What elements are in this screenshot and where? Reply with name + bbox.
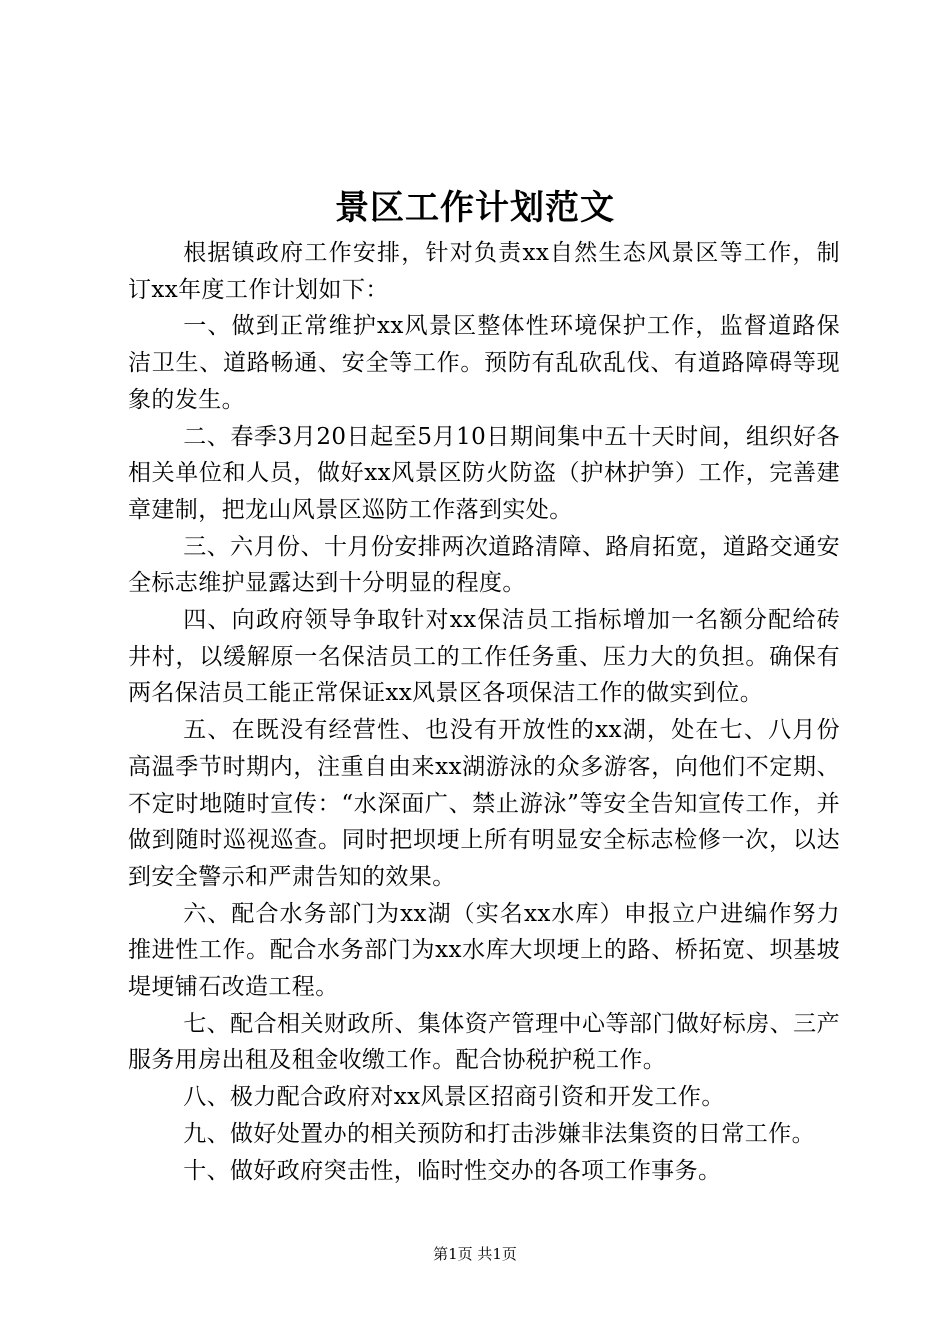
- paragraph-item-9: 九、做好处置办的相关预防和打击涉嫌非法集资的日常工作。: [183, 1120, 815, 1147]
- paragraph-item-4: 四、向政府领导争取针对xx保洁员工指标增加一名额分配给砖井村，以缓解原一名保洁员工的工作任务重、压力大的负担。确保有两名保洁员工能正常保证xx风景区各项保洁工作的做实到位。: [128, 607, 840, 707]
- paragraph-item-5: 五、在既没有经营性、也没有开放性的xx湖，处在七、八月份高温季节时期内，注重自由来xx湖游泳的众多游客，向他们不定期、不定时地随时宣传：“水深面广、禁止游泳”等安全告知宣传工作，并做到随时巡视巡查。同时把坝埂上所有明显安全标志检修一次，以达到安全警示和严肃告知的效果。: [128, 717, 840, 890]
- paragraph-item-6: 六、配合水务部门为xx湖（实名xx水库）申报立户进编作努力推进性工作。配合水务部门为xx水库大坝埂上的路、桥拓宽、坝基坡堤埂铺石改造工程。: [128, 900, 840, 1001]
- page-number-footer: 第1页 共1页: [433, 1245, 517, 1263]
- paragraph-item-8: 八、极力配合政府对xx风景区招商引资和开发工作。: [183, 1084, 725, 1111]
- paragraph-intro: 根据镇政府工作安排，针对负责xx自然生态风景区等工作，制订xx年度工作计划如下：: [128, 240, 840, 303]
- paragraph-item-2: 二、春季3月20日起至5月10日期间集中五十天时间，组织好各相关单位和人员，做好xx风景区防火防盗（护林护笋）工作，完善建章建制，把龙山风景区巡防工作落到实处。: [128, 423, 840, 523]
- paragraph-item-7: 七、配合相关财政所、集体资产管理中心等部门做好标房、三产服务用房出租及租金收缴工作。配合协税护税工作。: [128, 1010, 840, 1074]
- document-title: 景区工作计划范文: [335, 188, 615, 228]
- paragraph-item-10: 十、做好政府突击性，临时性交办的各项工作事务。: [183, 1157, 722, 1184]
- paragraph-item-3: 三、六月份、十月份安排两次道路清障、路肩拓宽，道路交通安全标志维护显露达到十分明显的程度。: [128, 533, 840, 597]
- document-body: [128, 235, 840, 1189]
- paragraph-item-1: 一、做到正常维护xx风景区整体性环境保护工作，监督道路保洁卫生、道路畅通、安全等工作。预防有乱砍乱伐、有道路障碍等现象的发生。: [128, 313, 840, 413]
